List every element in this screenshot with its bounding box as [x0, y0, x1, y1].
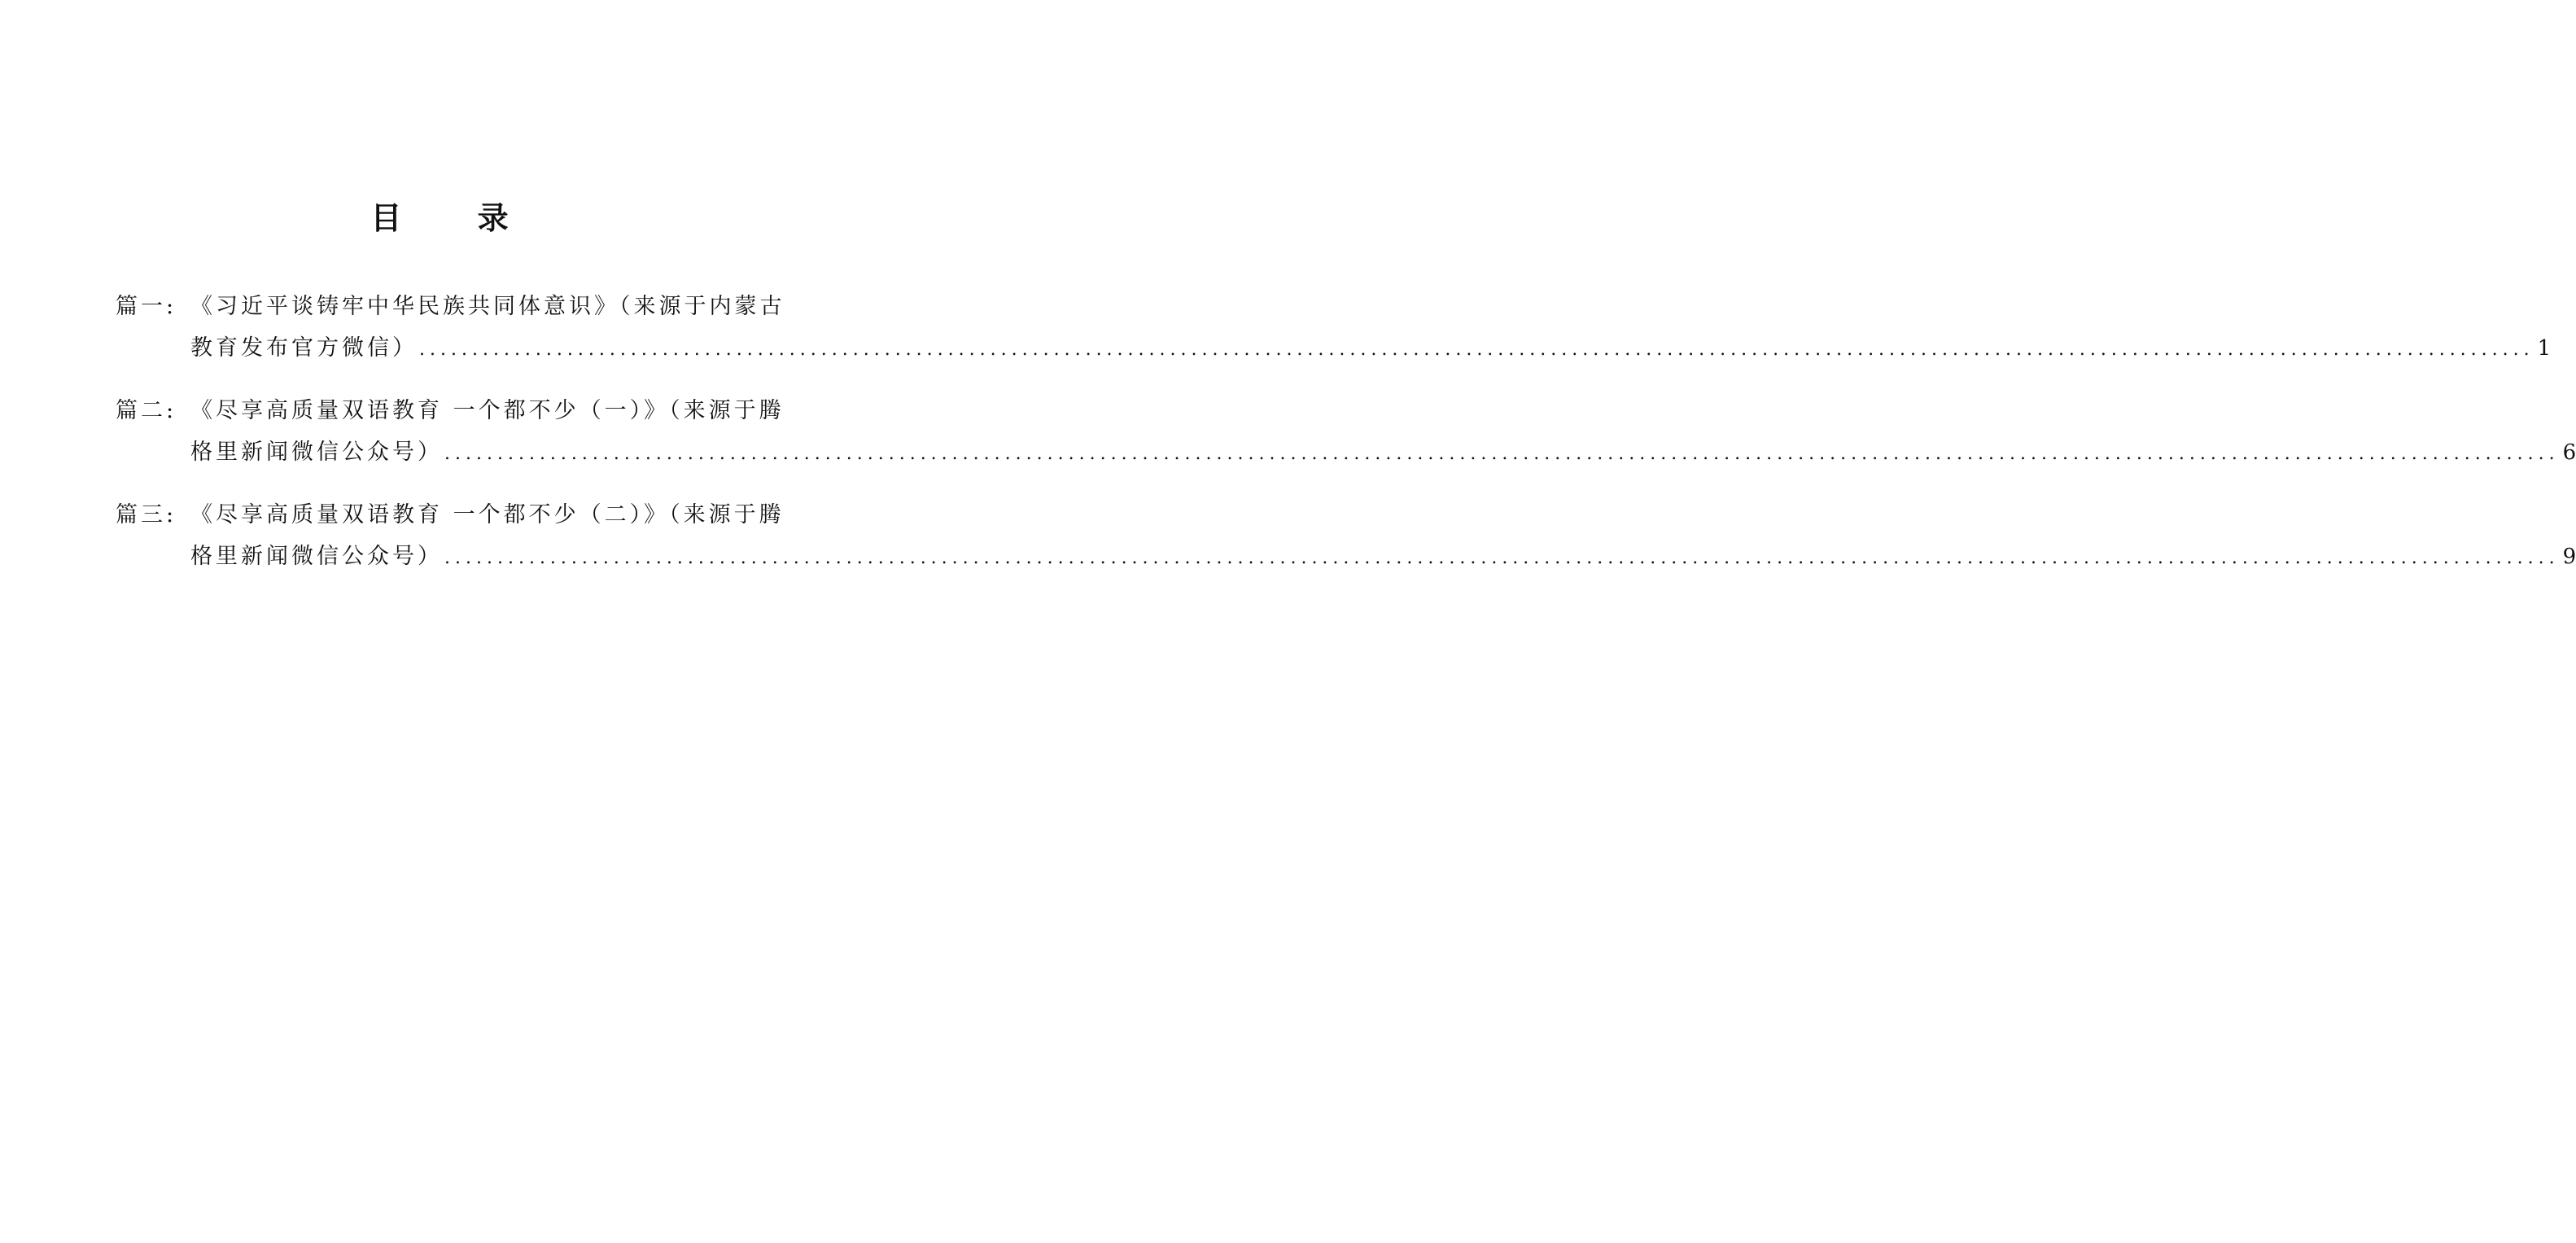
toc-list	[116, 287, 2576, 599]
toc-entry[interactable]	[116, 287, 2552, 370]
toc-entry-line	[190, 536, 2576, 578]
toc-entry-line	[116, 287, 785, 327]
toc-entry[interactable]	[116, 495, 2576, 578]
toc-dot-leader: ........................................................................................................................................................................................................	[444, 548, 2560, 568]
toc-entry-line	[116, 391, 785, 431]
toc-entry-prefix: 篇三:	[116, 502, 177, 527]
toc-entry-line	[116, 495, 785, 536]
toc-entry-page-number: 1	[2537, 336, 2552, 361]
toc-entry-prefix: 篇二:	[116, 398, 177, 423]
toc-entry-title-continued: 教育发布官方微信）	[190, 335, 418, 361]
toc-entry-prefix: 篇一:	[116, 294, 177, 319]
toc-entry-line	[190, 431, 2576, 474]
toc-title: 目 录	[370, 200, 541, 236]
toc-entry-title-continued: 格里新闻微信公众号）	[190, 440, 443, 465]
toc-entry-line	[190, 327, 2552, 370]
toc-dot-leader: ........................................................................................................................................................................................................	[444, 444, 2560, 464]
toc-entry-title: 《习近平谈铸牢中华民族共同体意识》（来源于内蒙古	[190, 294, 785, 319]
toc-entry-page-number: 6	[2562, 440, 2576, 465]
toc-entry-title: 《尽享高质量双语教育 一个都不少（一）》（来源于腾	[190, 398, 785, 423]
toc-entry-title-continued: 格里新闻微信公众号）	[190, 544, 443, 569]
toc-entry[interactable]	[116, 391, 2576, 474]
toc-entry-title: 《尽享高质量双语教育 一个都不少（二）》（来源于腾	[190, 502, 785, 527]
toc-entry-page-number: 9	[2562, 545, 2576, 569]
toc-dot-leader: ........................................................................................................................................................................................................	[419, 339, 2534, 360]
